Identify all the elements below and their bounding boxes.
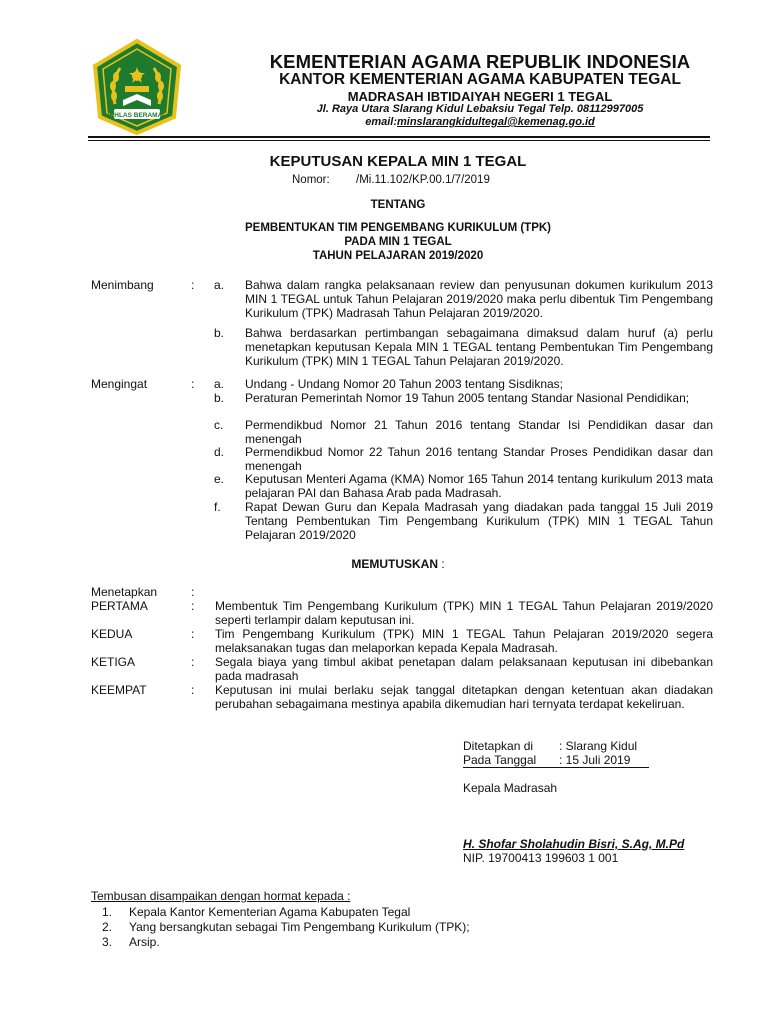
office-name: KANTOR KEMENTERIAN AGAMA KABUPATEN TEGAL (279, 71, 681, 88)
tentang-heading: TENTANG (370, 199, 426, 211)
decision-colon: : (191, 599, 195, 613)
mengingat-item: Keputusan Menteri Agama (KMA) Nomor 165 Tahun 2014 tentang kurikulum 2013 mata pelajaran PAI dan Bahasa Arab pada Madrasah. (245, 472, 713, 500)
decision-text: Keputusan ini mulai berlaku sejak tanggal ditetapkan dengan ketentuan akan diadakan perubahan sebagaimana mestinya apabila dikemudian hari ternyata terdapat kekeliruan. (215, 683, 713, 711)
decree-number-value: /Mi.11.102/KP.00.1/7/2019 (356, 174, 490, 186)
mengingat-item: Permendikbud Nomor 21 Tahun 2016 tentang Standar Isi Pendidikan dasar dan menengah (245, 418, 713, 446)
svg-text:IKHLAS BERAMAL: IKHLAS BERAMAL (107, 112, 167, 119)
place-label: Ditetapkan di (463, 739, 534, 753)
item-letter: d. (214, 445, 225, 459)
menimbang-label: Menimbang (91, 278, 154, 292)
menimbang-item: Bahwa berdasarkan pertimbangan sebagaimana dimaksud dalam huruf (a) perlu menetapkan keputusan Kepala MIN 1 TEGAL tentang Pembentukan Tim Pengembang Kurikulum (TPK) MIN 1 TEGAL Tahun Pelajaran 2019/2020. (245, 326, 713, 368)
item-letter: a. (214, 278, 225, 292)
school-address: Jl. Raya Utara Slarang Kidul Lebaksiu Tegal Telp. 08112997005 (316, 103, 644, 115)
signatory-position: Kepala Madrasah (463, 781, 558, 795)
tembusan-heading: Tembusan disampaikan dengan hormat kepada : (91, 889, 351, 903)
decision-colon: : (191, 683, 195, 697)
memutuskan-heading: MEMUTUSKAN : (351, 557, 445, 571)
list-item: 2. Yang bersangkutan sebagai Tim Pengembang Kurikulum (TPK); (102, 920, 470, 934)
decree-number (292, 174, 490, 186)
ministry-name: KEMENTERIAN AGAMA REPUBLIK INDONESIA (269, 51, 691, 72)
decree-number-label: Nomor: (292, 174, 330, 186)
decision-label: KETIGA (91, 655, 136, 669)
decision-text: Membentuk Tim Pengembang Kurikulum (TPK) MIN 1 TEGAL Tahun Pelajaran 2019/2020 seperti terlampir dalam keputusan ini. (215, 599, 713, 627)
mengingat-item: Peraturan Pemerintah Nomor 19 Tahun 2005 tentang Standar Nasional Pendidikan; (245, 391, 690, 405)
mengingat-item: Rapat Dewan Guru dan Kepala Madrasah yang diadakan pada tanggal 15 Juli 2019 Tentang Pembentukan Tim Pengembang Kurikulum (TPK) MIN 1 TEGAL Tahun Pelajaran 2019/2020 (245, 500, 713, 542)
decision-label: PERTAMA (91, 599, 148, 613)
letterhead-divider-thin (88, 140, 710, 141)
signatory-nip: NIP. 19700413 199603 1 001 (463, 851, 619, 865)
list-item: 3. Arsip. (102, 935, 160, 949)
mengingat-colon: : (191, 377, 195, 391)
decision-colon: : (191, 585, 195, 599)
item-letter: b. (214, 391, 225, 405)
decision-label: KEEMPAT (91, 683, 147, 697)
decision-colon: : (191, 655, 195, 669)
place-value: : Slarang Kidul (559, 739, 638, 753)
decision-text: Tim Pengembang Kurikulum (TPK) MIN 1 TEGAL Tahun Pelajaran 2019/2020 segera melaksanakan tugas dan melaporkan kepada Kepala Madrasah. (215, 627, 713, 655)
list-item: 1. Kepala Kantor Kementerian Agama Kabupaten Tegal (102, 905, 411, 919)
date-label: Pada Tanggal (463, 753, 537, 767)
letterhead-divider (88, 136, 710, 138)
item-letter: b. (214, 326, 225, 340)
menimbang-item: Bahwa dalam rangka pelaksanaan review dan penyusunan dokumen kurikulum 2013 MIN 1 TEGAL untuk Tahun Pelajaran 2019/2020 maka perlu dibentuk Tim Pengembang Kurikulum (TPK) Madrasah Tahun Pelajaran 2019/2020. (245, 278, 713, 320)
school-email: email:minslarangkidultegal@kemenag.go.id (365, 116, 595, 128)
subject-line: PADA MIN 1 TEGAL (344, 236, 452, 248)
kemenag-logo (88, 38, 186, 136)
subject-line: PEMBENTUKAN TIM PENGEMBANG KURIKULUM (TPK) (244, 222, 551, 234)
email-link[interactable]: minslarangkidultegal@kemenag.go.id (397, 116, 595, 128)
decision-text: Segala biaya yang timbul akibat penetapan dalam pelaksanaan keputusan ini dibebankan pada madrasah (215, 655, 713, 683)
mengingat-label: Mengingat (91, 377, 148, 391)
decision-label: Menetapkan (91, 585, 158, 599)
menimbang-colon: : (191, 278, 195, 292)
item-letter: e. (214, 472, 225, 486)
decision-label: KEDUA (91, 627, 133, 641)
item-letter: c. (214, 418, 224, 432)
date-value: : 15 Juli 2019 (559, 753, 631, 767)
mengingat-item: Undang - Undang Nomor 20 Tahun 2003 tentang Sisdiknas; (245, 377, 563, 391)
mengingat-item: Permendikbud Nomor 22 Tahun 2016 tentang Standar Proses Pendidikan dasar dan menengah (245, 445, 713, 473)
item-letter: f. (214, 500, 221, 514)
decree-title: KEPUTUSAN KEPALA MIN 1 TEGAL (269, 153, 527, 170)
item-letter: a. (214, 377, 225, 391)
decision-colon: : (191, 627, 195, 641)
signatory-name: H. Shofar Sholahudin Bisri, S.Ag, M.Pd (463, 837, 685, 851)
school-name: MADRASAH IBTIDAIYAH NEGERI 1 TEGAL (347, 89, 613, 104)
date-underline (463, 767, 649, 768)
subject-line: TAHUN PELAJARAN 2019/2020 (312, 250, 484, 262)
